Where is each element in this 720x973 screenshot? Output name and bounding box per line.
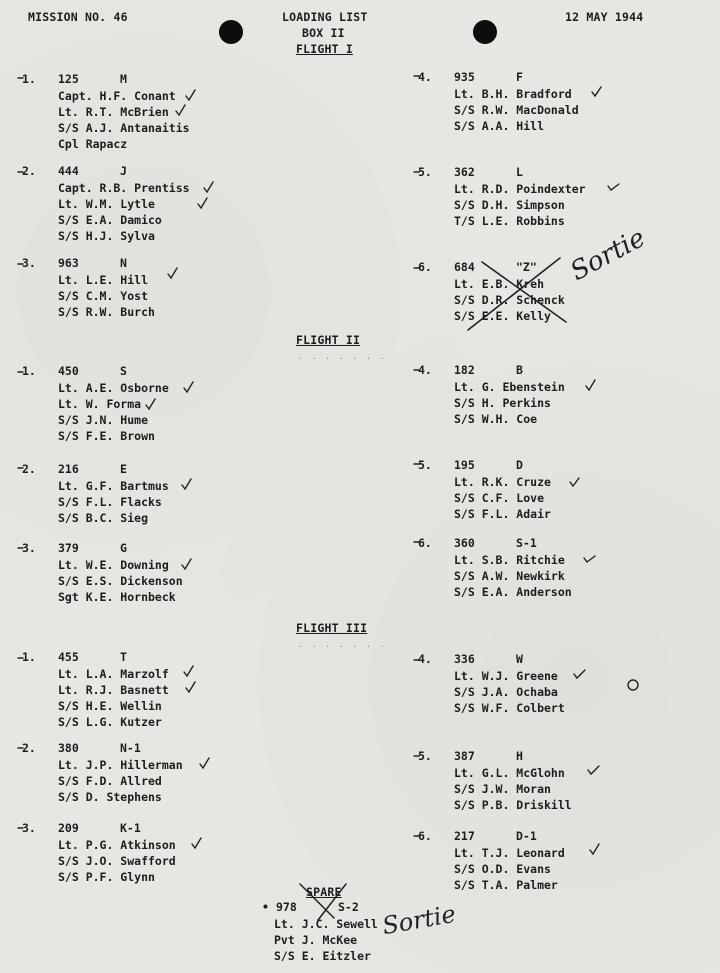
- position-number: 2.: [22, 741, 36, 755]
- plane-number: 360: [454, 536, 475, 550]
- plane-number: 450: [58, 364, 79, 378]
- crew-member: S/S E.A. Anderson: [454, 585, 572, 599]
- position-number: 1.: [22, 72, 36, 86]
- plane-letter: M: [120, 72, 127, 86]
- crew-member: S/S O.D. Evans: [454, 862, 551, 876]
- crew-member: Pvt J. McKee: [274, 933, 358, 947]
- position-number: 2.: [22, 164, 36, 178]
- crew-member: S/S J.N. Hume: [58, 413, 149, 427]
- plane-letter: E: [120, 462, 127, 476]
- plane-number: 935: [454, 70, 475, 84]
- box-label: BOX II: [302, 26, 345, 40]
- position-number: 1.: [22, 364, 36, 378]
- check-mark-icon: [204, 182, 213, 192]
- check-mark-icon: [184, 382, 193, 392]
- flight-1-title: FLIGHT I: [296, 42, 353, 56]
- position-number: 3.: [22, 256, 36, 270]
- position-number: 4.: [418, 363, 432, 377]
- plane-letter: W: [516, 652, 523, 666]
- check-mark-icon: [182, 479, 191, 489]
- check-mark-icon: [168, 268, 177, 278]
- crew-member: T/S L.E. Robbins: [454, 214, 565, 228]
- plane-number: 209: [58, 821, 79, 835]
- crew-member: Lt. P.G. Atkinson: [58, 838, 176, 852]
- crew-member: Lt. G.L. McGlohn: [454, 766, 565, 780]
- crew-member: Lt. W.J. Greene: [454, 669, 558, 683]
- crew-member: Lt. E.B. Kreh: [454, 277, 545, 291]
- crew-member: Capt. R.B. Prentiss: [58, 181, 190, 195]
- plane-letter: S-2: [338, 900, 359, 914]
- position-number: 1.: [22, 650, 36, 664]
- crew-member: S/S W.H. Coe: [454, 412, 538, 426]
- crew-member: Lt. G.F. Bartmus: [58, 479, 169, 493]
- crew-member: Capt. H.F. Conant: [58, 89, 176, 103]
- check-mark-icon: [570, 478, 579, 486]
- position-number: 3.: [22, 541, 36, 555]
- crew-member: S/S T.A. Palmer: [454, 878, 558, 892]
- mission-date: 12 MAY 1944: [565, 10, 644, 24]
- crew-member: Lt. L.E. Hill: [58, 273, 149, 287]
- position-number: 5.: [418, 165, 432, 179]
- divider-dots: . . . . . . .: [298, 640, 387, 649]
- plane-number: 379: [58, 541, 79, 555]
- plane-number: 455: [58, 650, 79, 664]
- plane-number: 362: [454, 165, 475, 179]
- plane-number: 216: [58, 462, 79, 476]
- crew-member: Lt. R.D. Poindexter: [454, 182, 586, 196]
- divider-dots: . . . . . . .: [298, 352, 387, 361]
- check-mark-icon: [592, 87, 601, 96]
- crew-member: S/S F.L. Adair: [454, 507, 551, 521]
- crew-member: S/S P.F. Glynn: [58, 870, 155, 884]
- handwritten-sortie: Sortie: [380, 899, 458, 941]
- crew-member: S/S B.C. Sieg: [58, 511, 149, 525]
- crew-member: Cpl Rapacz: [58, 137, 128, 151]
- plane-number: 963: [58, 256, 79, 270]
- plane-letter: S: [120, 364, 127, 378]
- plane-letter: B: [516, 363, 523, 377]
- crew-member: S/S J.A. Ochaba: [454, 685, 558, 699]
- plane-letter: K-1: [120, 821, 141, 835]
- check-mark-icon: [198, 198, 207, 208]
- crew-member: S/S R.W. Burch: [58, 305, 155, 319]
- crew-member: S/S R.W. MacDonald: [454, 103, 579, 117]
- plane-letter: F: [516, 70, 523, 84]
- position-number: 6.: [418, 536, 432, 550]
- crew-member: Lt. G. Ebenstein: [454, 380, 565, 394]
- crew-member: S/S J.O. Swafford: [58, 854, 176, 868]
- plane-letter: J: [120, 164, 127, 178]
- plane-number: 217: [454, 829, 475, 843]
- crew-member: S/S F.L. Flacks: [58, 495, 162, 509]
- crew-member: Lt. R.T. McBrien: [58, 105, 169, 119]
- crew-member: Lt. W. Forma: [58, 397, 142, 411]
- punch-hole-left: [219, 20, 243, 44]
- crew-member: Lt. B.H. Bradford: [454, 87, 572, 101]
- check-mark-icon: [574, 670, 585, 678]
- crew-member: Lt. S.B. Ritchie: [454, 553, 565, 567]
- check-mark-icon: [588, 766, 599, 774]
- position-number: 4.: [418, 652, 432, 666]
- plane-letter: N: [120, 256, 127, 270]
- plane-number: 684: [454, 260, 475, 274]
- check-mark-icon: [586, 380, 595, 390]
- position-number: 5.: [418, 749, 432, 763]
- crew-member: S/S C.F. Love: [454, 491, 545, 505]
- plane-number: 182: [454, 363, 475, 377]
- crew-member: S/S D.R. Schenck: [454, 293, 565, 307]
- crew-member: S/S A.J. Antanaitis: [58, 121, 190, 135]
- crew-member: S/S E.A. Damico: [58, 213, 162, 227]
- plane-number: 336: [454, 652, 475, 666]
- crew-member: Lt. J.C. Sewell: [274, 917, 378, 931]
- plane-number: 444: [58, 164, 79, 178]
- check-mark-icon: [584, 556, 595, 562]
- check-mark-icon: [590, 844, 599, 854]
- plane-letter: H: [516, 749, 523, 763]
- crew-member: Lt. W.M. Lytle: [58, 197, 155, 211]
- crew-member: S/S C.M. Yost: [58, 289, 149, 303]
- plane-letter: S-1: [516, 536, 537, 550]
- spare-title: SPARE: [306, 885, 342, 899]
- crew-member: Lt. A.E. Osborne: [58, 381, 169, 395]
- crew-member: Lt. R.J. Basnett: [58, 683, 169, 697]
- crew-member: S/S D.H. Simpson: [454, 198, 565, 212]
- plane-letter: D-1: [516, 829, 537, 843]
- plane-letter: G: [120, 541, 127, 555]
- position-number: 3.: [22, 821, 36, 835]
- check-mark-icon: [192, 838, 201, 848]
- mission-number: MISSION NO. 46: [28, 10, 128, 24]
- plane-letter: D: [516, 458, 523, 472]
- punch-hole-right: [473, 20, 497, 44]
- crew-member: S/S A.A. Hill: [454, 119, 545, 133]
- plane-number: 195: [454, 458, 475, 472]
- check-mark-icon: [608, 184, 619, 190]
- crew-member: S/S E. Eitzler: [274, 949, 371, 963]
- position-number: 6.: [418, 260, 432, 274]
- crew-member: S/S E.E. Kelly: [454, 309, 551, 323]
- crew-member: S/S D. Stephens: [58, 790, 162, 804]
- crew-member: S/S L.G. Kutzer: [58, 715, 162, 729]
- crew-member: Lt. L.A. Marzolf: [58, 667, 169, 681]
- crew-member: Lt. T.J. Leonard: [454, 846, 565, 860]
- crew-member: Sgt K.E. Hornbeck: [58, 590, 176, 604]
- plane-letter: T: [120, 650, 127, 664]
- crew-member: Lt. J.P. Hillerman: [58, 758, 183, 772]
- crew-member: S/S P.B. Driskill: [454, 798, 572, 812]
- crew-member: S/S H. Perkins: [454, 396, 551, 410]
- plane-letter: "Z": [516, 260, 537, 274]
- position-number: 4.: [418, 70, 432, 84]
- plane-letter: N-1: [120, 741, 141, 755]
- check-mark-icon: [186, 682, 195, 692]
- crew-member: Lt. W.E. Downing: [58, 558, 169, 572]
- handwritten-sortie: Sortie: [565, 222, 651, 288]
- crew-member: S/S E.S. Dickenson: [58, 574, 183, 588]
- crew-member: Lt. R.K. Cruze: [454, 475, 551, 489]
- plane-number: 978: [276, 900, 297, 914]
- check-mark-icon: [200, 758, 209, 768]
- position-number: 5.: [418, 458, 432, 472]
- plane-number: 387: [454, 749, 475, 763]
- crew-member: S/S F.E. Brown: [58, 429, 155, 443]
- plane-number: 380: [58, 741, 79, 755]
- position-number: 6.: [418, 829, 432, 843]
- crew-member: S/S J.W. Moran: [454, 782, 551, 796]
- crew-member: S/S H.J. Sylva: [58, 229, 155, 243]
- list-title: LOADING LIST: [282, 10, 368, 24]
- position-number: 2.: [22, 462, 36, 476]
- plane-letter: L: [516, 165, 523, 179]
- flight-3-title: FLIGHT III: [296, 621, 368, 635]
- crew-member: S/S H.E. Wellin: [58, 699, 162, 713]
- check-mark-icon: [184, 666, 193, 676]
- crew-member: S/S A.W. Newkirk: [454, 569, 565, 583]
- flight-2-title: FLIGHT II: [296, 333, 361, 347]
- plane-number: 125: [58, 72, 79, 86]
- crew-member: S/S F.D. Allred: [58, 774, 162, 788]
- crew-member: S/S W.F. Colbert: [454, 701, 565, 715]
- check-mark-icon: [182, 559, 191, 569]
- circle-mark-icon: [628, 680, 638, 690]
- spare-marker: •: [262, 900, 269, 914]
